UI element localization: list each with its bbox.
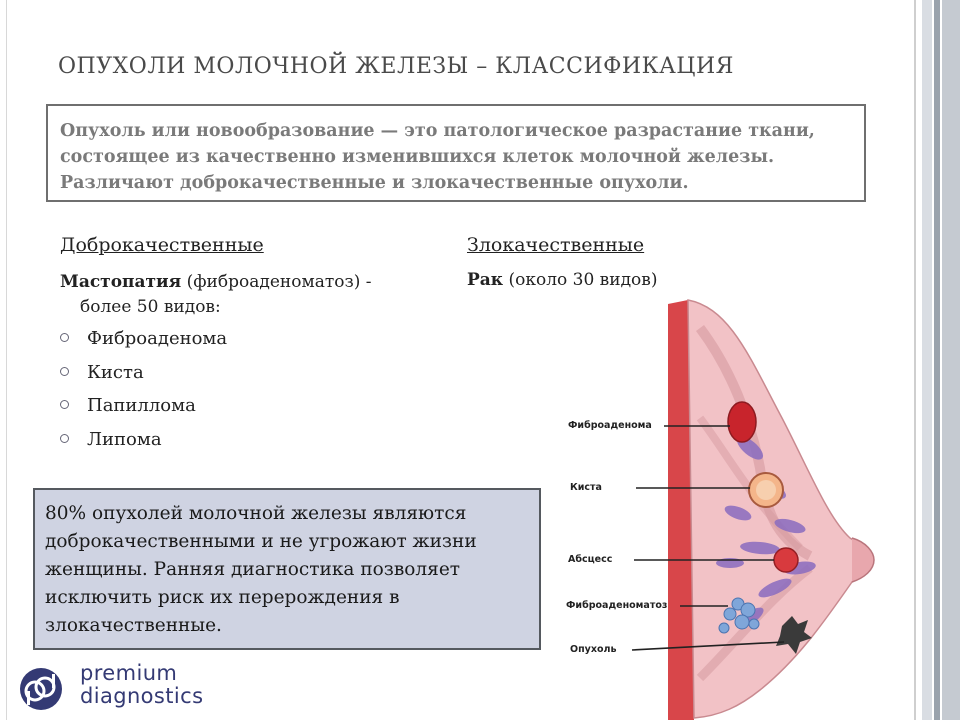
list-item: Киста — [60, 360, 227, 394]
mastopathy-term: Мастопатия — [60, 272, 182, 292]
list-item: Фиброаденома — [60, 326, 227, 360]
breast-anatomy-diagram — [560, 298, 916, 720]
logo-mark-icon — [18, 666, 64, 712]
mastopathy-subtitle: (фиброаденоматоз) - — [181, 272, 372, 292]
definition-box: Опухоль или новообразование — это патологическое разрастание ткани, состоящее из качественно изменившихся клеток молочной железы. Различают доброкачественные и злокачественные опухоли. — [46, 104, 866, 202]
label-abscess: Абсцесс — [568, 554, 613, 565]
bullet-circle-icon — [60, 333, 69, 342]
label-fibroadenoma: Фиброаденома — [568, 420, 652, 431]
bullet-circle-icon — [60, 434, 69, 443]
cancer-count: (около 30 видов) — [503, 270, 658, 290]
bullet-circle-icon — [60, 400, 69, 409]
benign-heading: Доброкачественные — [60, 234, 264, 256]
slide-title: ОПУХОЛИ МОЛОЧНОЙ ЖЕЛЕЗЫ – КЛАССИФИКАЦИЯ — [58, 54, 734, 79]
list-item: Липома — [60, 427, 227, 461]
premium-diagnostics-logo — [18, 661, 218, 720]
bullet-circle-icon — [60, 367, 69, 376]
label-cyst: Киста — [570, 482, 602, 493]
cancer-term: Рак — [467, 270, 504, 290]
list-item: Папиллома — [60, 393, 227, 427]
logo-text-diagnostics: diagnostics — [80, 684, 204, 708]
mastopathy-description — [60, 270, 420, 320]
statistics-note: 80% опухолей молочной железы являются доброкачественными и не угрожают жизни женщины. Ранняя диагностика позволяет исключить риск их перерождения в злокачественные. — [33, 488, 541, 650]
cancer-description — [467, 270, 658, 290]
decorative-side-bars — [920, 0, 960, 720]
label-fibroadenomatosis: Фиброаденоматоз — [566, 600, 668, 611]
logo-text-premium: premium — [80, 661, 178, 685]
breast-illustration — [560, 298, 916, 720]
malignant-heading: Злокачественные — [467, 234, 645, 256]
mastopathy-count: более 50 видов: — [80, 297, 221, 317]
benign-types-list — [60, 326, 227, 460]
label-tumor: Опухоль — [570, 644, 617, 655]
